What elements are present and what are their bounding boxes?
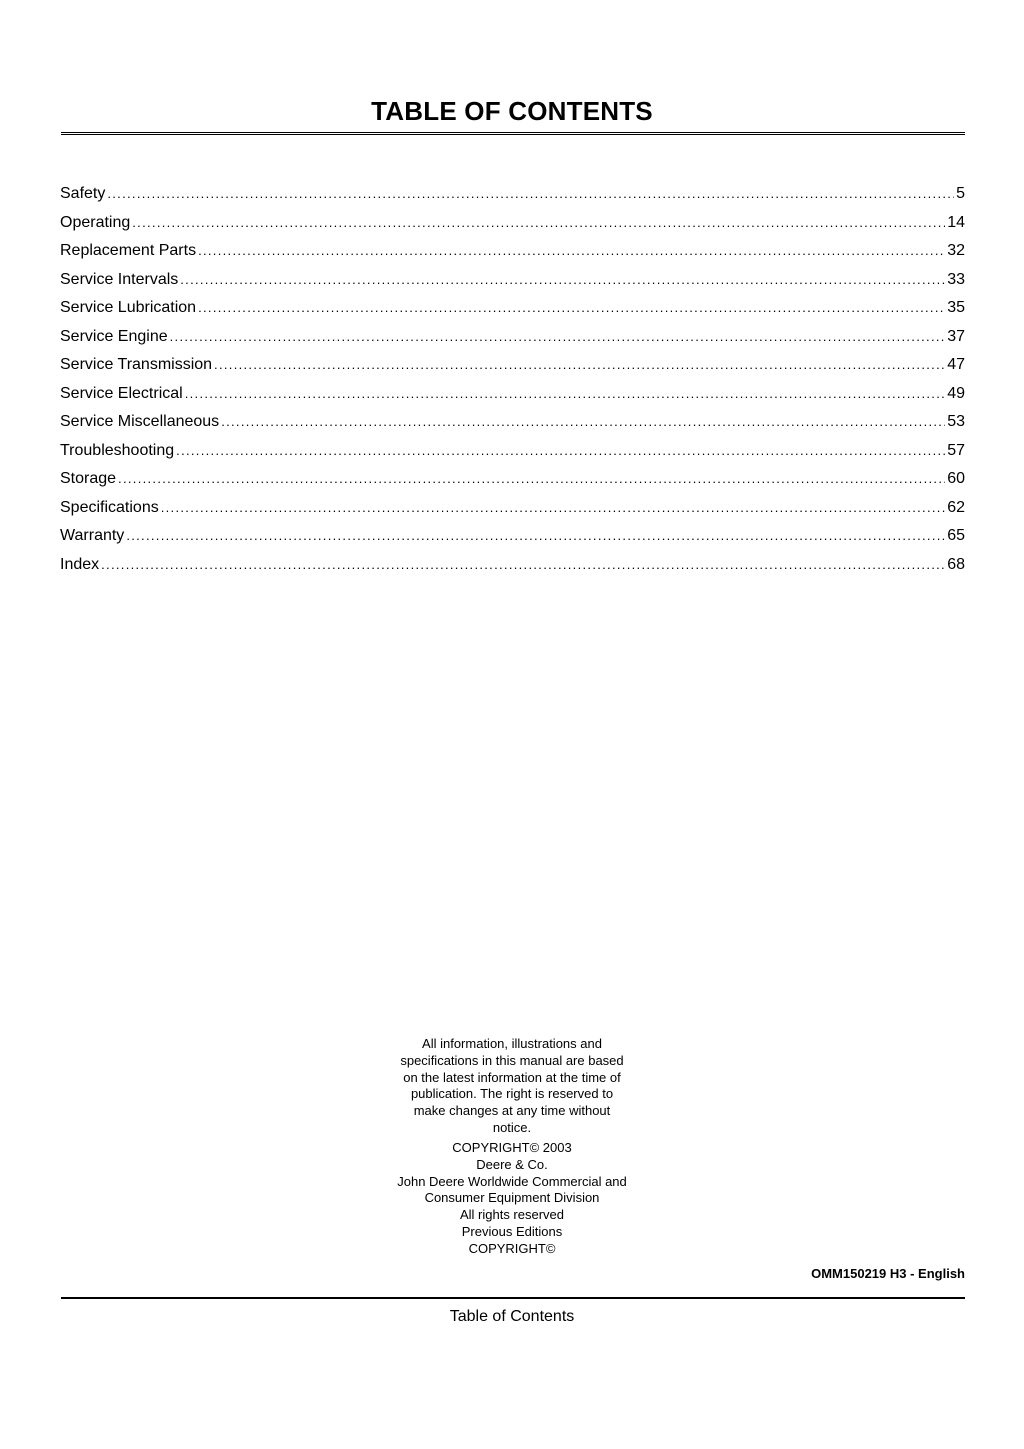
toc-entry-label: Safety [60, 185, 106, 202]
notice-line: specifications in this manual are based [400, 1052, 624, 1068]
toc-leader-dots [132, 209, 945, 238]
toc-leader-dots [126, 522, 945, 551]
toc-entry-page: 49 [947, 384, 965, 402]
toc-entry-page: 68 [947, 555, 965, 573]
document-id: OMM150219 H3 - English [811, 1266, 965, 1281]
toc-entry-index[interactable] [60, 551, 965, 580]
toc-leader-dots [221, 408, 945, 437]
toc-leader-dots [118, 465, 945, 494]
toc-entry-label: Warranty [60, 527, 125, 544]
toc-entry-label: Service Lubrication [60, 299, 197, 316]
toc-entry-page: 35 [947, 299, 965, 316]
toc-entry-page: 65 [947, 527, 965, 544]
toc-entry-label: Troubleshooting [60, 441, 175, 459]
disclaimer-notice [362, 1036, 662, 1137]
toc-leader-dots [180, 266, 945, 295]
toc-entry-label: Index [60, 555, 100, 573]
toc-entry-specifications[interactable] [60, 494, 965, 523]
toc-entry-page: 53 [947, 413, 965, 430]
toc-entry-operating[interactable] [60, 209, 965, 238]
toc-leader-dots [214, 351, 945, 380]
toc-entry-troubleshooting[interactable] [60, 437, 965, 466]
toc-leader-dots [176, 437, 945, 466]
toc-entry-page: 60 [947, 470, 965, 487]
title-double-rule [61, 132, 965, 135]
toc-entry-label: Operating [60, 213, 131, 231]
copyright-line: Consumer Equipment Division [424, 1190, 600, 1206]
footer-rule [61, 1297, 965, 1299]
copyright-line: Previous Editions [461, 1223, 563, 1239]
toc-leader-dots [161, 494, 945, 523]
toc-entry-service-lubrication[interactable] [60, 294, 965, 323]
toc-leader-dots [185, 380, 946, 409]
toc-entry-storage[interactable] [60, 465, 965, 494]
copyright-line: All rights reserved [459, 1207, 565, 1223]
toc-entry-page: 33 [947, 270, 965, 288]
footer-section-label: Table of Contents [449, 1308, 575, 1325]
toc-entry-replacement-parts[interactable] [60, 237, 965, 266]
toc-entry-page: 62 [947, 498, 965, 516]
toc-entry-page: 32 [947, 242, 965, 259]
copyright-line: John Deere Worldwide Commercial and [397, 1173, 627, 1189]
notice-line: notice. [492, 1119, 532, 1135]
toc-entry-safety[interactable] [60, 180, 965, 209]
notice-line: make changes at any time without [413, 1103, 611, 1119]
toc-entry-label: Storage [60, 470, 117, 487]
toc-entry-service-miscellaneous[interactable] [60, 408, 965, 437]
toc-entry-warranty[interactable] [60, 522, 965, 551]
notice-line: All information, illustrations and [422, 1036, 602, 1051]
toc-entry-label: Service Electrical [60, 384, 183, 402]
toc-entry-label: Specifications [60, 498, 159, 516]
toc-entry-page: 5 [956, 185, 965, 202]
toc-entry-page: 37 [947, 327, 965, 345]
toc-leader-dots [198, 294, 945, 323]
copyright-line: COPYRIGHT© [468, 1240, 556, 1256]
toc-entry-label: Replacement Parts [60, 242, 197, 259]
toc-entry-service-engine[interactable] [60, 323, 965, 352]
table-of-contents [60, 180, 965, 579]
toc-entry-service-electrical[interactable] [60, 380, 965, 409]
notice-line: on the latest information at the time of [403, 1069, 621, 1085]
toc-leader-dots [198, 237, 945, 266]
toc-entry-page: 57 [947, 441, 965, 459]
toc-entry-page: 14 [947, 213, 965, 231]
toc-entry-service-transmission[interactable] [60, 351, 965, 380]
toc-entry-label: Service Miscellaneous [60, 413, 220, 430]
copyright-line: Deere & Co. [476, 1156, 548, 1172]
copyright-line: COPYRIGHT© 2003 [452, 1140, 572, 1155]
toc-entry-label: Service Intervals [60, 270, 179, 288]
notice-line: publication. The right is reserved to [410, 1086, 614, 1102]
toc-entry-label: Service Transmission [60, 356, 213, 373]
page-title: TABLE OF CONTENTS [371, 96, 653, 126]
toc-entry-service-intervals[interactable] [60, 266, 965, 295]
toc-leader-dots [101, 551, 945, 580]
toc-leader-dots [170, 323, 946, 352]
toc-entry-page: 47 [947, 356, 965, 373]
toc-entry-label: Service Engine [60, 327, 168, 345]
copyright-block [362, 1140, 662, 1258]
toc-leader-dots [107, 180, 954, 209]
